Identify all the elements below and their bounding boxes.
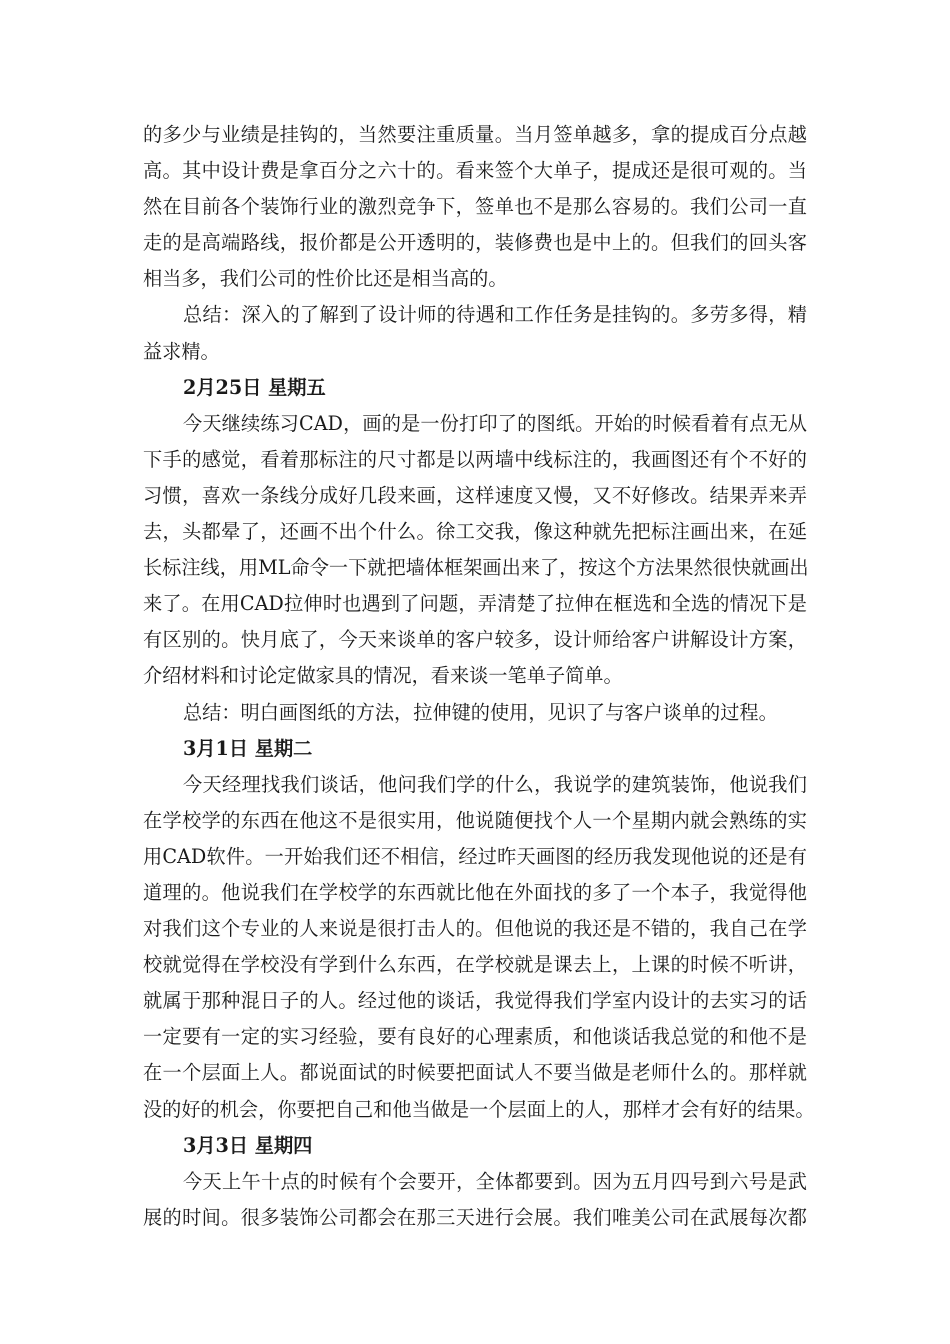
- text-line: 校就觉得在学校没有学到什么东西，在学校就是课去上，上课的时候不听讲，: [143, 953, 807, 977]
- text-line: 道理的。他说我们在学校学的东西就比他在外面找的多了一个本子，我觉得他: [143, 880, 807, 904]
- text-line: 走的是高端路线，报价都是公开透明的，装修费也是中上的。但我们的回头客: [143, 231, 807, 255]
- text-line: 有区别的。快月底了，今天来谈单的客户较多，设计师给客户讲解设计方案，: [143, 628, 807, 652]
- text-line: 对我们这个专业的人来说是很打击人的。但他说的我还是不错的，我自己在学: [143, 917, 807, 941]
- text-line: 今天继续练习CAD，画的是一份打印了的图纸。开始的时候看着有点无从: [183, 411, 807, 435]
- text-line: 的多少与业绩是挂钩的，当然要注重质量。当月签单越多，拿的提成百分点越: [143, 123, 807, 146]
- date-heading: 2月25日 星期五: [183, 375, 326, 399]
- text-line: 总结：明白画图纸的方法，拉伸键的使用，见识了与客户谈单的过程。: [183, 700, 778, 724]
- date-heading: 3月1日 星期二: [183, 736, 313, 760]
- text-line: 去，头都晕了，还画不出个什么。徐工交我，像这种就先把标注画出来，在延: [143, 520, 807, 544]
- text-line: 今天上午十点的时候有个会要开，全体都要到。因为五月四号到六号是武: [183, 1169, 807, 1193]
- text-line: 习惯，喜欢一条线分成好几段来画，这样速度又慢，又不好修改。结果弄来弄: [143, 483, 807, 507]
- text-line: 来了。在用CAD拉伸时也遇到了问题，弄清楚了拉伸在框选和全选的情况下是: [143, 592, 807, 616]
- text-line: 高。其中设计费是拿百分之六十的。看来签个大单子，提成还是很可观的。当: [143, 159, 807, 183]
- text-line: 在一个层面上人。都说面试的时候要把面试人不要当做是老师什么的。那样就: [143, 1061, 807, 1085]
- text-line: 没的好的机会，你要把自己和他当做是一个层面上的人，那样才会有好的结果。: [143, 1097, 815, 1121]
- text-line: 益求精。: [143, 339, 220, 363]
- text-line: 介绍材料和讨论定做家具的情况，看来谈一笔单子简单。: [143, 664, 623, 688]
- text-line: 用CAD软件。一开始我们还不相信，经过昨天画图的经历我发现他说的还是有: [143, 844, 807, 868]
- text-line: 一定要有一定的实习经验，要有良好的心理素质，和他谈话我总觉的和他不是: [143, 1025, 807, 1049]
- document-page: [143, 117, 815, 1236]
- text-line: 相当多，我们公司的性价比还是相当高的。: [143, 267, 508, 291]
- date-heading: 3月3日 星期四: [183, 1133, 313, 1157]
- text-line: 在学校学的东西在他这不是很实用，他说随便找个人一个星期内就会熟练的实: [143, 808, 807, 832]
- text-line: 今天经理找我们谈话，他问我们学的什么，我说学的建筑装饰，他说我们: [183, 772, 807, 796]
- text-line: 就属于那种混日子的人。经过他的谈话，我觉得我们学室内设计的去实习的话: [143, 989, 807, 1013]
- text-line: 展的时间。很多装饰公司都会在那三天进行会展。我们唯美公司在武展每次都: [143, 1205, 807, 1229]
- text-line: 然在目前各个装饰行业的激烈竞争下，签单也不是那么容易的。我们公司一直: [143, 195, 807, 219]
- text-line: 下手的感觉，看着那标注的尺寸都是以两墙中线标注的，我画图还有个不好的: [143, 447, 807, 471]
- text-line: 总结：深入的了解到了设计师的待遇和工作任务是挂钩的。多劳多得，精: [183, 303, 807, 327]
- text-line: 长标注线，用ML命令一下就把墙体框架画出来了，按这个方法果然很快就画出: [143, 556, 809, 580]
